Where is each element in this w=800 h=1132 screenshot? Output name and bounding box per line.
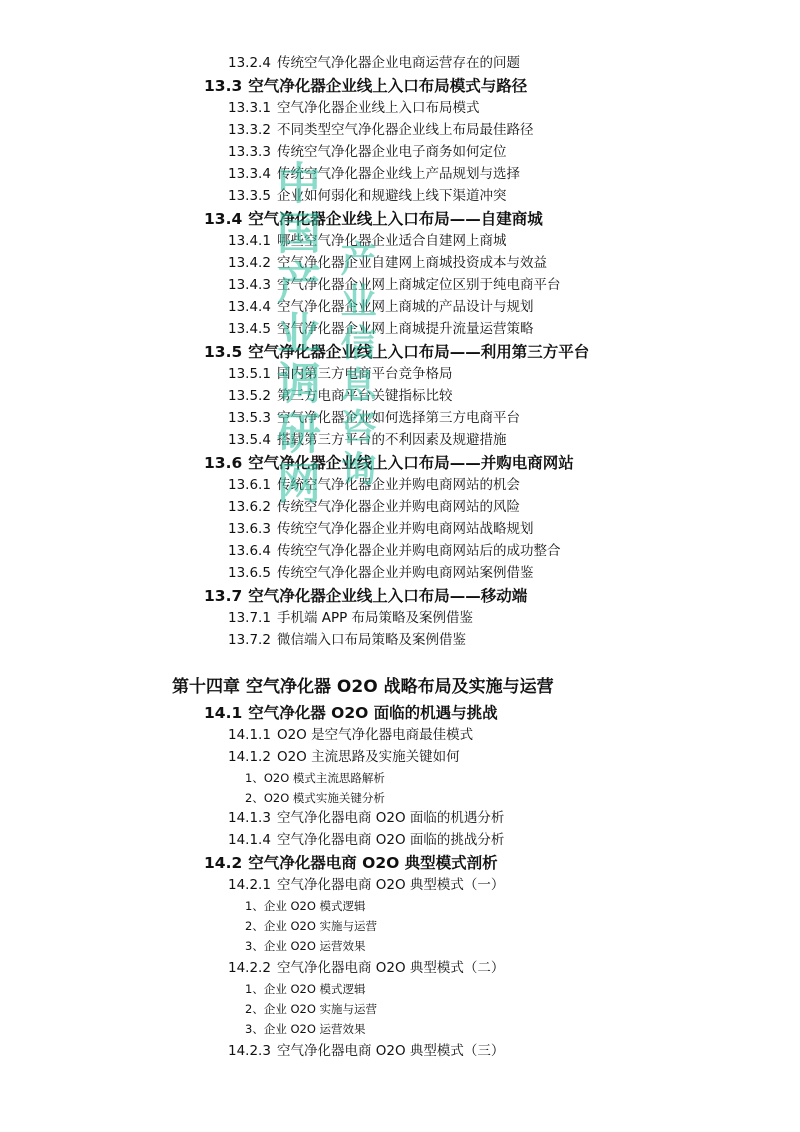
toc-entry-title: 空气净化器企业网上商城提升流量运营策略 [276, 321, 534, 337]
toc-entry-number: 13.6.2 [228, 499, 271, 515]
toc-entry-title: 手机端 APP 布局策略及案例借鉴 [276, 610, 474, 626]
toc-entry-title: 企业 O2O 实施与运营 [263, 919, 378, 933]
toc-entry [228, 146, 506, 160]
toc-entry-title: 传统空气净化器企业线上产品规划与选择 [276, 166, 520, 182]
watermark-secondary: 产业信息咨询 [335, 240, 376, 492]
watermark-primary: 中国产业调研网 [269, 160, 320, 510]
toc-entry-number: 13.3.5 [228, 188, 271, 204]
toc-entry-title: 传统空气净化器企业并购电商网站后的成功整合 [276, 543, 561, 559]
toc-entry-title: 空气净化器电商 O2O 典型模式（二） [276, 960, 505, 976]
toc-entry-number: 13.3.2 [228, 122, 271, 138]
toc-entry-number: 1、 [245, 899, 264, 913]
toc-entry-title: 空气净化器企业网上商城定位区别于纯电商平台 [276, 277, 561, 293]
toc-entry-number: 3、 [245, 1022, 264, 1036]
toc-entry-title: 企业 O2O 模式逻辑 [263, 982, 366, 996]
toc-entry-number: 13.2.4 [228, 55, 271, 71]
toc-entry [228, 812, 504, 826]
toc-entry-number: 第十四章 [172, 677, 240, 697]
toc-entry-number: 13.3.4 [228, 166, 271, 182]
toc-entry [228, 102, 479, 116]
toc-entry [228, 168, 520, 182]
toc-entry-number: 13.7.2 [228, 632, 271, 648]
toc-entry-number: 13.4 [204, 210, 243, 228]
toc-entry [228, 634, 466, 648]
toc-entry-title: 传统空气净化器企业并购电商网站案例借鉴 [276, 565, 534, 581]
toc-entry [228, 190, 506, 204]
toc-entry [228, 962, 504, 976]
toc-section-heading [204, 212, 543, 228]
toc-entry [228, 729, 473, 743]
toc-section-heading [204, 706, 498, 722]
toc-entry-number: 13.3.3 [228, 144, 271, 160]
toc-entry-title: 空气净化器电商 O2O 面临的机遇分析 [276, 810, 505, 826]
toc-entry-title: 传统空气净化器企业电商运营存在的问题 [276, 55, 520, 71]
toc-sub-item [245, 793, 385, 805]
toc-entry [228, 257, 547, 271]
toc-entry [228, 279, 560, 293]
toc-entry-number: 2、 [245, 791, 264, 805]
toc-entry-title: 空气净化器企业线上入口布局模式 [276, 100, 480, 116]
toc-entry-title: 传统空气净化器企业并购电商网站的风险 [276, 499, 520, 515]
toc-entry-title: 微信端入口布局策略及案例借鉴 [276, 632, 466, 648]
toc-entry [228, 323, 533, 337]
toc-entry-number: 14.1.2 [228, 749, 271, 765]
toc-entry-title: 空气净化器电商 O2O 典型模式剖析 [248, 854, 498, 872]
toc-entry-title: 传统空气净化器企业并购电商网站战略规划 [276, 521, 534, 537]
toc-entry-number: 13.7.1 [228, 610, 271, 626]
toc-entry [228, 751, 460, 765]
toc-entry-title: O2O 是空气净化器电商最佳模式 [276, 727, 474, 743]
toc-entry-title: 国内第三方电商平台竞争格局 [276, 366, 453, 382]
toc-entry-number: 13.4.3 [228, 277, 271, 293]
toc-entry [228, 1045, 504, 1059]
toc-entry-number: 13.5 [204, 343, 243, 361]
toc-entry-number: 14.1.3 [228, 810, 271, 826]
toc-sub-item [245, 1004, 377, 1016]
toc-entry-title: 空气净化器电商 O2O 典型模式（一） [276, 877, 505, 893]
toc-entry [228, 235, 506, 249]
toc-sub-item [245, 901, 366, 913]
toc-entry-number: 14.2.2 [228, 960, 271, 976]
toc-entry-title: 空气净化器企业线上入口布局——利用第三方平台 [248, 343, 590, 361]
toc-entry [228, 612, 473, 626]
toc-sub-item [245, 1024, 366, 1036]
toc-entry-number: 13.6.1 [228, 477, 271, 493]
toc-entry [228, 523, 533, 537]
toc-section-heading [204, 345, 589, 361]
toc-entry-title: O2O 主流思路及实施关键如何 [276, 749, 460, 765]
toc-entry [228, 434, 506, 448]
toc-entry-title: O2O 模式主流思路解析 [263, 771, 385, 785]
toc-entry-number: 14.1.1 [228, 727, 271, 743]
toc-sub-item [245, 921, 377, 933]
toc-entry [228, 301, 533, 315]
toc-entry-title: 空气净化器企业线上入口布局——并购电商网站 [248, 454, 574, 472]
toc-sub-item [245, 773, 385, 785]
toc-entry-number: 14.2.3 [228, 1043, 271, 1059]
toc-entry [228, 124, 533, 138]
toc-entry-title: 企业 O2O 运营效果 [263, 1022, 366, 1036]
toc-entry-title: 搭载第三方平台的不利因素及规避措施 [276, 432, 507, 448]
toc-entry [228, 879, 504, 893]
toc-entry-number: 1、 [245, 982, 264, 996]
toc-entry-title: 不同类型空气净化器企业线上布局最佳路径 [276, 122, 534, 138]
toc-entry-number: 13.4.4 [228, 299, 271, 315]
toc-entry-number: 14.2.1 [228, 877, 271, 893]
toc-chapter-heading [172, 679, 554, 696]
toc-entry-title: 哪些空气净化器企业适合自建网上商城 [276, 233, 507, 249]
toc-entry [228, 57, 520, 71]
toc-entry-number: 13.4.5 [228, 321, 271, 337]
toc-entry-title: 空气净化器企业线上入口布局——移动端 [248, 587, 528, 605]
toc-entry [228, 834, 504, 848]
toc-entry [228, 567, 533, 581]
toc-entry [228, 412, 520, 426]
toc-section-heading [204, 856, 498, 872]
toc-entry-number: 13.3 [204, 77, 243, 95]
toc-entry-number: 13.5.1 [228, 366, 271, 382]
toc-entry [228, 479, 520, 493]
toc-entry-title: 企业 O2O 模式逻辑 [263, 899, 366, 913]
toc-entry-number: 13.6 [204, 454, 243, 472]
toc-entry [228, 368, 452, 382]
toc-entry-title: 空气净化器企业如何选择第三方电商平台 [276, 410, 520, 426]
toc-entry [228, 501, 520, 515]
toc-section-heading [204, 79, 527, 95]
toc-entry-number: 13.5.3 [228, 410, 271, 426]
toc-entry-title: 空气净化器企业自建网上商城投资成本与效益 [276, 255, 547, 271]
toc-entry-number: 13.6.3 [228, 521, 271, 537]
toc-entry-number: 13.3.1 [228, 100, 271, 116]
toc-section-heading [204, 456, 574, 472]
toc-entry-number: 14.1.4 [228, 832, 271, 848]
toc-entry [228, 390, 452, 404]
toc-entry-number: 13.4.2 [228, 255, 271, 271]
toc-entry-title: 企业 O2O 运营效果 [263, 939, 366, 953]
toc-section-heading [204, 589, 527, 605]
toc-entry-title: O2O 模式实施关键分析 [263, 791, 385, 805]
toc-entry-title: 空气净化器企业线上入口布局——自建商城 [248, 210, 543, 228]
toc-entry-number: 13.6.5 [228, 565, 271, 581]
toc-entry-number: 3、 [245, 939, 264, 953]
toc-entry-title: 企业 O2O 实施与运营 [263, 1002, 378, 1016]
toc-entry-number: 2、 [245, 1002, 264, 1016]
toc-entry-number: 14.1 [204, 704, 243, 722]
toc-entry-number: 1、 [245, 771, 264, 785]
toc-entry-title: 传统空气净化器企业并购电商网站的机会 [276, 477, 520, 493]
toc-entry-title: 空气净化器电商 O2O 面临的挑战分析 [276, 832, 505, 848]
toc-entry-title: 空气净化器 O2O 战略布局及实施与运营 [246, 677, 554, 697]
toc-entry-title: 空气净化器企业网上商城的产品设计与规划 [276, 299, 534, 315]
toc-sub-item [245, 984, 366, 996]
toc-entry-title: 空气净化器 O2O 面临的机遇与挑战 [248, 704, 498, 722]
toc-entry [228, 545, 560, 559]
toc-entry-number: 14.2 [204, 854, 243, 872]
toc-entry-title: 第三方电商平台关键指标比较 [276, 388, 453, 404]
toc-entry-number: 13.7 [204, 587, 243, 605]
toc-entry-number: 2、 [245, 919, 264, 933]
toc-entry-title: 空气净化器电商 O2O 典型模式（三） [276, 1043, 505, 1059]
toc-entry-title: 传统空气净化器企业电子商务如何定位 [276, 144, 507, 160]
toc-entry-number: 13.4.1 [228, 233, 271, 249]
toc-entry-number: 13.5.4 [228, 432, 271, 448]
toc-sub-item [245, 941, 366, 953]
toc-entry-number: 13.6.4 [228, 543, 271, 559]
toc-entry-title: 空气净化器企业线上入口布局模式与路径 [248, 77, 528, 95]
toc-entry-title: 企业如何弱化和规避线上线下渠道冲突 [276, 188, 507, 204]
toc-entry-number: 13.5.2 [228, 388, 271, 404]
